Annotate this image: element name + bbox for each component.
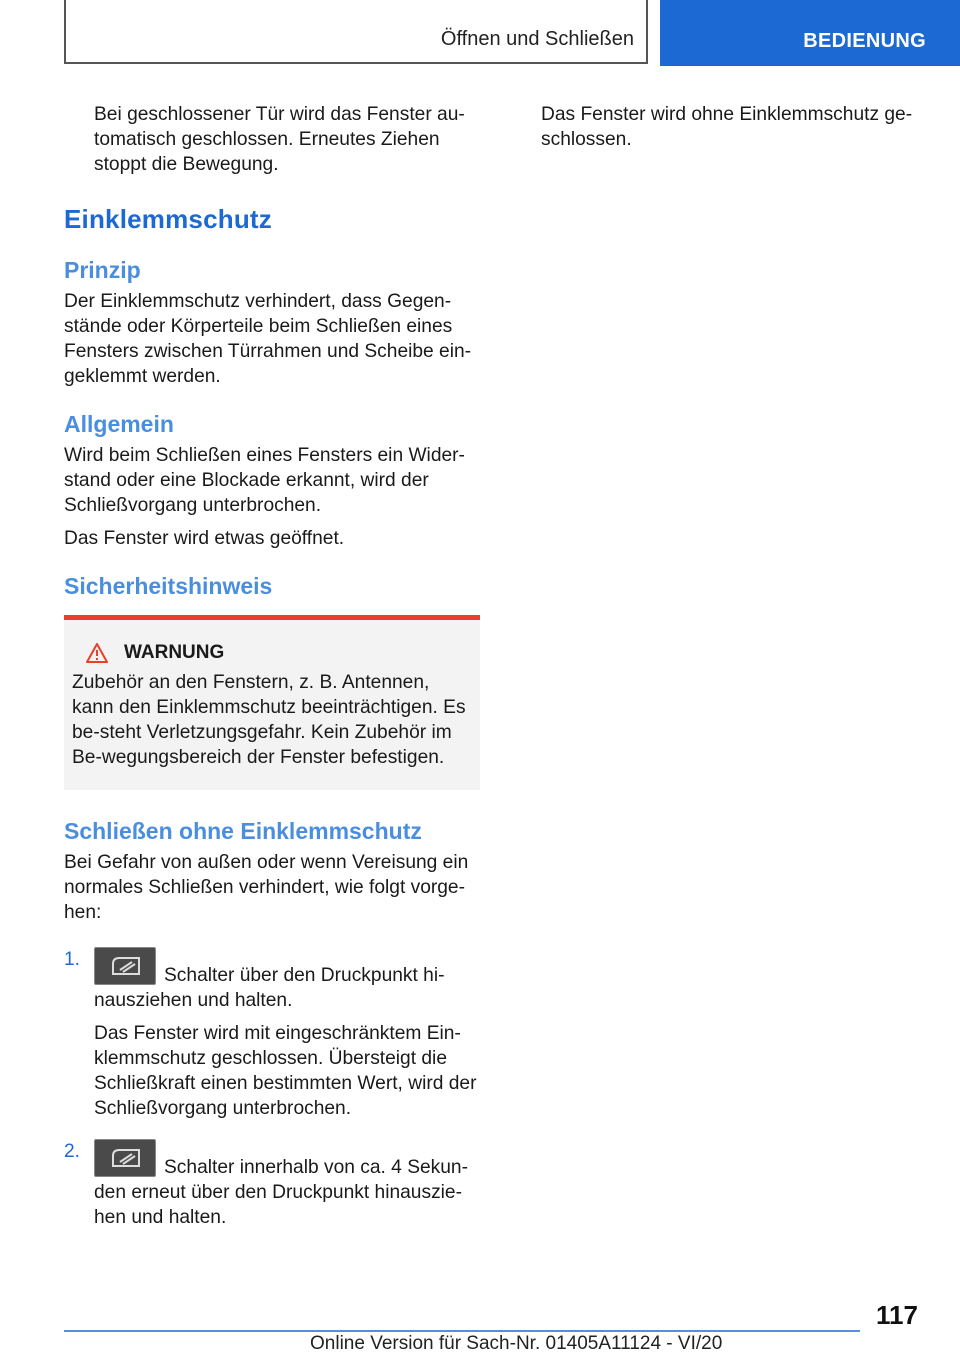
right-column [541, 102, 921, 152]
allgemein-paragraph-2: Das Fenster wird etwas geöffnet. [64, 528, 345, 549]
step-1-text [94, 947, 480, 1013]
step-2-label: Schalter innerhalb von ca. 4 Sekun-den erneut über den Druckpunkt hinauszie-hen und halten. [94, 1157, 468, 1228]
footer-online-version: Online Version für Sach-Nr. 01405A11124 - VI/20 [310, 1333, 723, 1354]
warning-header [72, 642, 472, 664]
warning-text: Zubehör an den Fenstern, z. B. Antennen, kann den Einklemmschutz beeinträchtigen. Es be-steht Verletzungsgefahr. Kein Zubehör im Be-wegungsbereich der Fenster befestigen. [72, 672, 466, 768]
left-column [64, 102, 480, 1230]
header-chapter-tab [660, 0, 960, 66]
list-item [64, 947, 480, 1121]
heading-allgemein: Allgemein [64, 411, 174, 437]
header-section-tab [64, 0, 648, 64]
page-number: 117 [876, 1300, 918, 1330]
header-chapter-title: BEDIENUNG [803, 30, 926, 52]
heading-prinzip: Prinzip [64, 257, 141, 283]
allgemein-paragraph-1: Wird beim Schließen eines Fensters ein Wider-stand oder eine Blockade erkannt, wird der Schließvorgang unterbrochen. [64, 445, 465, 516]
heading-einklemmschutz: Einklemmschutz [64, 204, 272, 234]
step-1-subtext: Das Fenster wird mit eingeschränktem Ein-klemmschutz geschlossen. Übersteigt die Schließkraft einen bestimmten Wert, wird der Schließvorgang unterbrochen. [94, 1023, 477, 1119]
step-1-label: Schalter über den Druckpunkt hi-nausziehen und halten. [94, 965, 445, 1011]
list-number: 2. [64, 1141, 81, 1162]
header-section-title: Öffnen und Schließen [440, 28, 634, 50]
window-switch-icon [94, 947, 156, 985]
intro-paragraph: Bei geschlossener Tür wird das Fenster au-tomatisch geschlossen. Erneutes Ziehen stoppt die Bewegung. [94, 104, 465, 175]
warning-title: WARNUNG [124, 642, 225, 663]
heading-sicherheitshinweis: Sicherheitshinweis [64, 573, 273, 599]
step-2-text [94, 1139, 480, 1230]
list-number: 1. [64, 949, 81, 970]
prinzip-paragraph: Der Einklemmschutz verhindert, dass Gegen-stände oder Körperteile beim Schließen eines Fensters zwischen Türrahmen und Scheibe ein-geklemmt werden. [64, 291, 472, 387]
schliessen-paragraph: Bei Gefahr von außen oder wenn Vereisung ein normales Schließen verhindert, wie folgt vorge-hen: [64, 852, 469, 923]
footer-divider [64, 1330, 860, 1332]
right-paragraph: Das Fenster wird ohne Einklemmschutz ge-schlossen. [541, 104, 913, 150]
warning-box [64, 615, 480, 790]
warning-triangle-icon [86, 643, 108, 663]
window-switch-icon [94, 1139, 156, 1177]
heading-schliessen-ohne-einklemmschutz: Schließen ohne Einklemmschutz [64, 818, 422, 844]
list-item [64, 1139, 480, 1230]
